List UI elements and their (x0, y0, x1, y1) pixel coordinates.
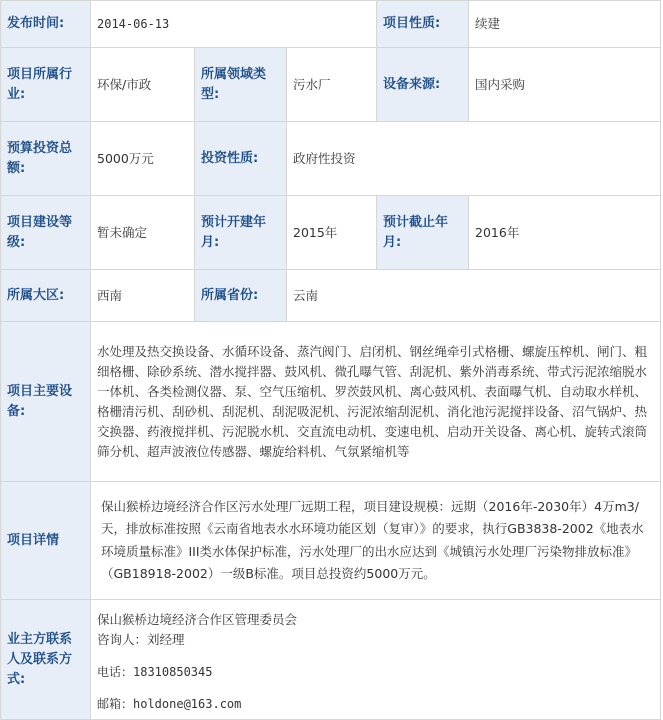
publish-time-label: 发布时间: (1, 1, 91, 48)
end-year-value: 2016年 (469, 196, 661, 270)
detail-label: 项目详情 (1, 482, 91, 600)
row-region (1, 270, 661, 322)
row-contact (1, 600, 661, 720)
contact-org: 保山猴桥边境经济合作区管理委员会 (97, 612, 298, 627)
detail-value: 保山猴桥边境经济合作区污水处理厂远期工程，项目建设规模：远期（2016年-2030年）4万m3/天，排放标准按照《云南省地表水水环境功能区划（复审）》的要求，执行GB3838-2002《地表水环境质量标准》III类水体保护标准，污水处理厂的出水应达到《城镇污水处理厂污染物排放标准》（GB18918-2002）一级B标准。项目总投资约5000万元。 (101, 498, 644, 581)
contact-label: 业主方联系人及联系方式: (1, 600, 91, 720)
row-main-equipment (1, 322, 661, 482)
contact-email: 邮箱：holdone@163.com (97, 697, 242, 711)
publish-time-value: 2014-06-13 (91, 1, 377, 48)
province-value: 云南 (287, 270, 661, 322)
row-industry (1, 48, 661, 122)
contact-phone: 电话：18310850345 (97, 665, 213, 679)
budget-label: 预算投资总额: (1, 122, 91, 196)
region-value: 西南 (91, 270, 195, 322)
start-year-label: 预计开建年月: (195, 196, 287, 270)
industry-value: 环保/市政 (91, 48, 195, 122)
row-detail (1, 482, 661, 600)
row-schedule (1, 196, 661, 270)
region-label: 所属大区: (1, 270, 91, 322)
end-year-label: 预计截止年月: (377, 196, 469, 270)
domain-type-value: 污水厂 (287, 48, 377, 122)
industry-label: 项目所属行业: (1, 48, 91, 122)
start-year-value: 2015年 (287, 196, 377, 270)
main-equipment-label: 项目主要设备: (1, 322, 91, 482)
equipment-source-label: 设备来源: (377, 48, 469, 122)
equipment-source-value: 国内采购 (469, 48, 661, 122)
project-nature-label: 项目性质: (377, 1, 469, 48)
investment-nature-label: 投资性质: (195, 122, 287, 196)
budget-value: 5000万元 (91, 122, 195, 196)
contact-person: 咨询人：刘经理 (97, 632, 185, 647)
row-publish (1, 1, 661, 48)
main-equipment-value: 水处理及热交换设备、水循环设备、蒸汽阀门、启闭机、钢丝绳牵引式格栅、螺旋压榨机、闸门、粗细格栅、除砂系统、潜水搅拌器、鼓风机、微孔曝气管、刮泥机、紫外消毒系统、带式污泥浓缩脱水一体机、各类检测仪器、泵、空气压缩机、罗茨鼓风机、离心鼓风机、表面曝气机、自动取水样机、格栅清污机、刮砂机、刮泥机、刮泥吸泥机、污泥浓缩刮泥机、消化池污泥搅拌设备、沼气锅炉、热交换器、药液搅拌机、污泥脱水机、交直流电动机、变速电机、启动开关设备、离心机、旋转式滚筒筛分机、超声波液位传感器、螺旋给料机、气氛紧缩机等 (91, 322, 661, 482)
province-label: 所属省份: (195, 270, 287, 322)
row-budget (1, 122, 661, 196)
investment-nature-value: 政府性投资 (287, 122, 661, 196)
build-level-label: 项目建设等级: (1, 196, 91, 270)
contact-spacer-2 (97, 682, 654, 694)
contact-spacer (97, 650, 654, 662)
build-level-value: 暂未确定 (91, 196, 195, 270)
domain-type-label: 所属领域类型: (195, 48, 287, 122)
project-nature-value: 续建 (469, 1, 661, 48)
